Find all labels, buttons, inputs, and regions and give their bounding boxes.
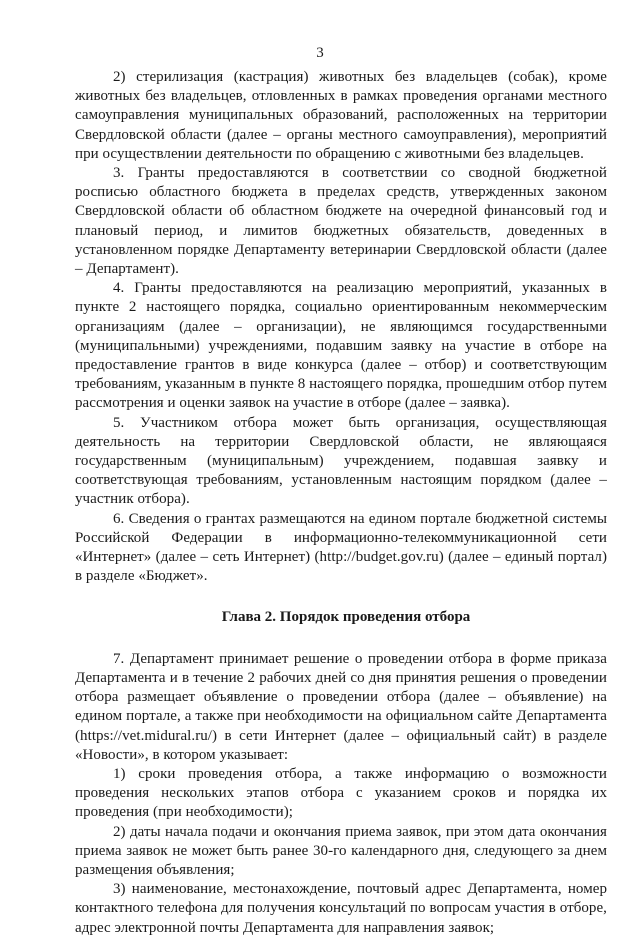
paragraph-subitem-2: 2) даты начала подачи и окончания приема заявок, при этом дата окончания приема заявок не может быть ранее 30-го календарного дня, следующего за днем размещения объявления; bbox=[75, 823, 607, 878]
paragraph-item-2-sterilization: 2) стерилизация (кастрация) животных без владельцев (собак), кроме животных без владельцев, отловленных в рамках проведения органами местного самоуправления муниципальных образований, расположенных на территории Свердловской области (далее – органы местного самоуправления), мероприятий при осуществлении деятельности по обращению с животными без владельцев. bbox=[75, 69, 607, 162]
chapter-heading: Глава 2. Порядок проведения отбора bbox=[221, 609, 471, 626]
document-body bbox=[75, 68, 607, 938]
paragraph-clause-4: 4. Гранты предоставляются на реализацию мероприятий, указанных в пункте 2 настоящего порядка, социально ориентированным некоммерческим организациям (далее – организации), не являющимся государственными (муниципальными) учреждениями, подавшим заявку на участие в отборе на предоставление грантов в виде конкурса (далее – отбор) и соответствующим требованиям, указанным в пункте 8 настоящего порядка, прошедшим отбор путем рассмотрения и оценки заявок на участие в отборе (далее – заявка). bbox=[75, 280, 607, 412]
paragraph-subitem-3: 3) наименование, местонахождение, почтовый адрес Департамента, номер контактного телефона для получения консультаций по вопросам участия в отборе, адрес электронной почты Департамента для направления заявок; bbox=[75, 881, 607, 936]
paragraph-clause-6: 6. Сведения о грантах размещаются на едином портале бюджетной системы Российской Федерации в информационно-телекоммуникационной сети «Интернет» (далее – сеть Интернет) (http://budget.gov.ru) (далее – единый портал) в разделе «Бюджет». bbox=[75, 510, 607, 585]
paragraph-clause-3: 3. Гранты предоставляются в соответствии со сводной бюджетной росписью областного бюджета в пределах средств, утвержденных законом Свердловской области об областном бюджете на очередной финансовый год и плановый период, и лимитов бюджетных обязательств, доведенных в установленном порядке Департаменту ветеринарии Свердловской области (далее – Департамент). bbox=[75, 165, 607, 278]
page-number: 3 bbox=[316, 45, 324, 61]
paragraph-clause-5: 5. Участником отбора может быть организация, осуществляющая деятельность на территории Свердловской области, не являющаяся государственным (муниципальным) учреждением, подавшая заявку и соответствующая требованиям, установленным настоящим порядком (далее – участник отбора). bbox=[75, 414, 607, 508]
paragraph-clause-7: 7. Департамент принимает решение о проведении отбора в форме приказа Департамента и в течение 2 рабочих дней со дня принятия решения о проведении отбора размещает объявление о проведении отбора (далее – объявление) на едином портале, а также при необходимости на официальном сайте Департамента (https://vet.midural.ru/) в сети Интернет (далее – официальный сайт) в разделе «Новости», в котором указывает: bbox=[75, 650, 607, 763]
paragraph-subitem-1: 1) сроки проведения отбора, а также информацию о возможности проведения нескольких этапов отбора с указанием сроков и порядка их проведения (при необходимости); bbox=[75, 765, 607, 821]
